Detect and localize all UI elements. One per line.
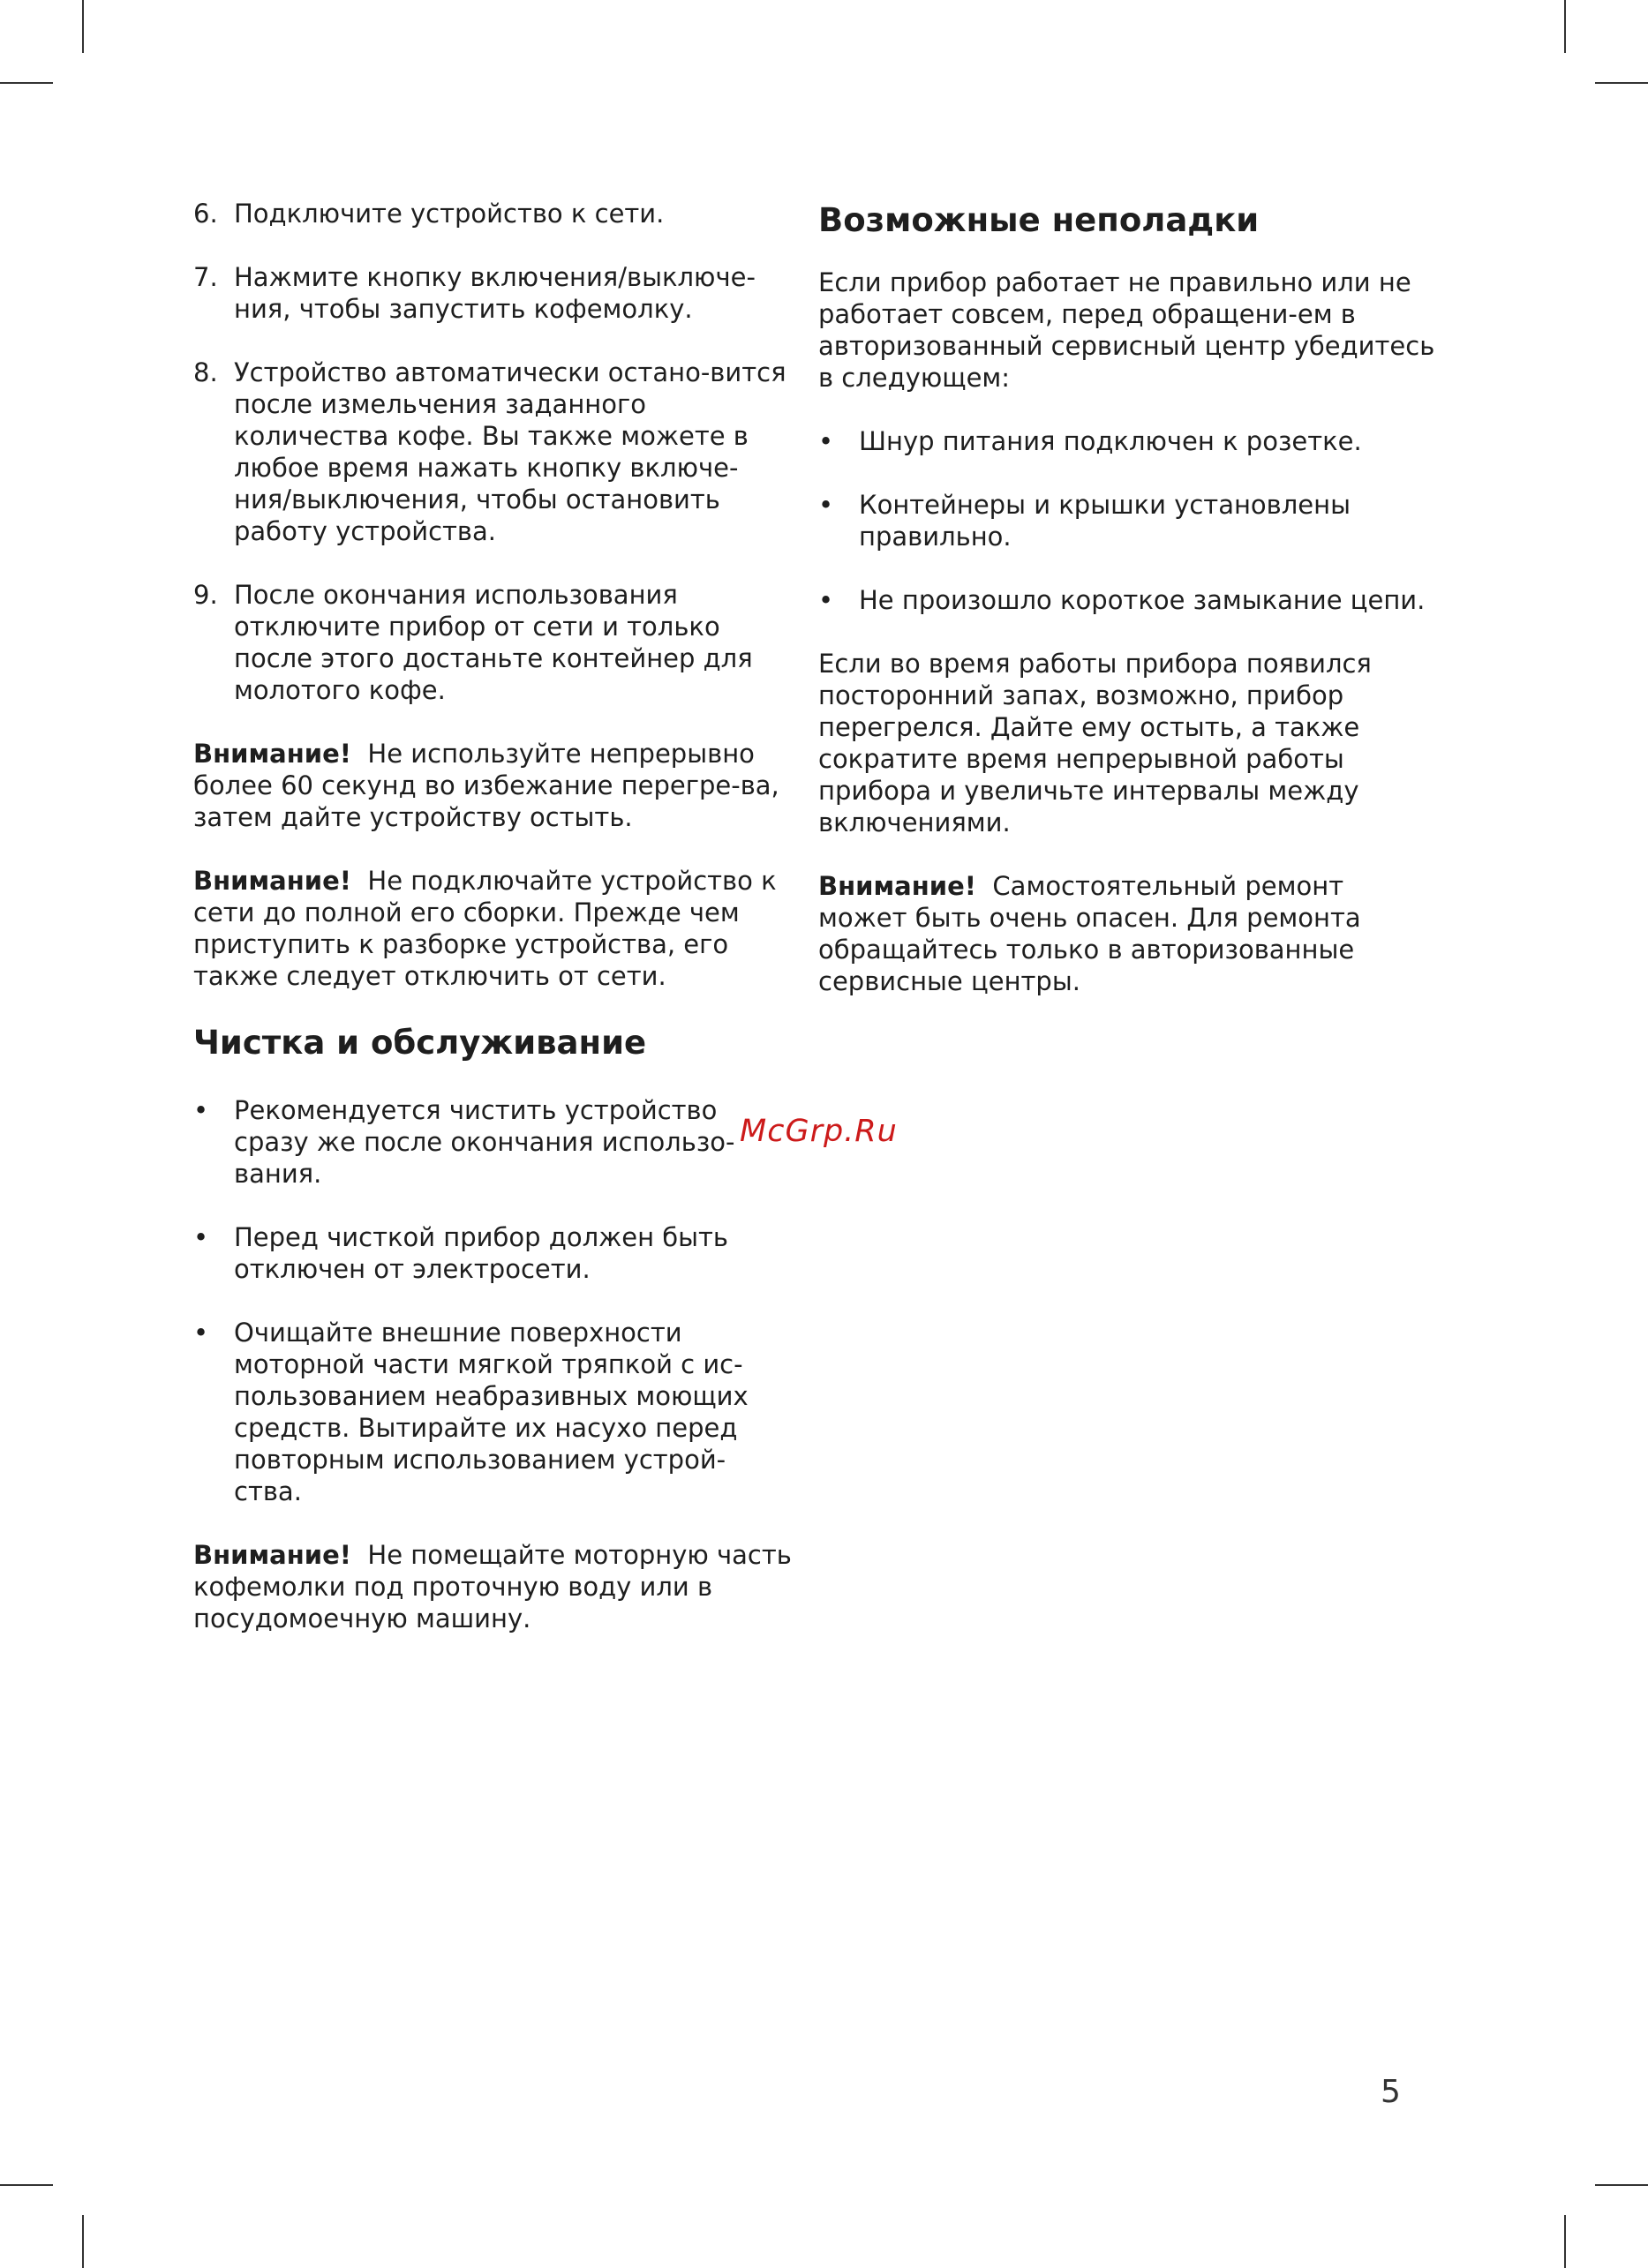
warning-text: Не подключайте устройство к сети до полной его сборки. Прежде чем приступить к разборке устройства, его также следует отключить от сети. — [193, 866, 777, 991]
crop-mark — [82, 0, 84, 53]
warning-label: Внимание! — [193, 1540, 351, 1570]
instruction-steps — [193, 198, 794, 706]
bullet-item: • Шнур питания подключен к розетке. — [818, 425, 1436, 457]
page-number: 5 — [1381, 2074, 1401, 2110]
step-number: 9. — [193, 580, 218, 610]
crop-mark — [0, 82, 53, 84]
crop-mark — [1595, 2184, 1648, 2186]
warning-text: Не помещайте моторную часть кофемолки под проточную воду или в посудомоечную машину. — [193, 1540, 792, 1633]
crop-mark — [1595, 82, 1648, 84]
left-column — [193, 198, 794, 1666]
crop-mark — [1564, 0, 1566, 53]
warning-paragraph — [193, 738, 794, 833]
step-number: 6. — [193, 199, 218, 229]
bullet-item: • Не произошло короткое замыкание цепи. — [818, 584, 1436, 616]
bullet-item: • Контейнеры и крышки установлены правильно. — [818, 489, 1436, 552]
troubleshooting-bullets — [818, 425, 1436, 616]
overheat-paragraph: Если во время работы прибора появился посторонний запах, возможно, прибор перегрелся. Дайте ему остыть, а также сократите время непрерывной работы прибора и увеличьте интервалы между включениями. — [818, 649, 1372, 837]
bullet-item: • Рекомендуется чистить устройство сразу же после окончания использо-вания. — [193, 1094, 794, 1190]
troubleshooting-heading: Возможные неполадки — [818, 201, 1260, 239]
cleaning-heading: Чистка и обслуживание — [193, 1024, 647, 1062]
watermark: McGrp.Ru — [740, 1114, 898, 1149]
warning-text: Самостоятельный ремонт может быть очень опасен. Для ремонта обращайтесь только в авторизованные сервисные центры. — [818, 871, 1361, 996]
warning-label: Внимание! — [193, 739, 351, 769]
step-item — [193, 198, 794, 229]
intro-paragraph: Если прибор работает не правильно или не работает совсем, перед обращени-ем в авторизованный сервисный центр убедитесь в следующем: — [818, 267, 1435, 393]
step-text: Устройство автоматически остано-вится после измельчения заданного количества кофе. Вы также можете в любое время нажать кнопку включе-ния/выключения, чтобы остановить работу устройства. — [234, 357, 786, 546]
right-column — [818, 201, 1436, 1029]
step-number: 8. — [193, 357, 218, 387]
step-text: После окончания использования отключите прибор от сети и только после этого достаньте контейнер для молотого кофе. — [234, 580, 753, 705]
warning-paragraph — [193, 1539, 794, 1634]
step-item — [193, 261, 794, 325]
warning-text: Не используйте непрерывно более 60 секунд во избежание перегре-ва, затем дайте устройству остыть. — [193, 739, 779, 832]
bullet-item: • Перед чисткой прибор должен быть отключен от электросети. — [193, 1221, 794, 1285]
bullet-item: • Очищайте внешние поверхности моторной части мягкой тряпкой с ис-пользованием неабразивных моющих средств. Вытирайте их насухо перед повторным использованием устрой-ства. — [193, 1317, 794, 1507]
step-item — [193, 579, 794, 706]
warning-paragraph — [193, 865, 794, 992]
crop-mark — [1564, 2215, 1566, 2268]
warning-label: Внимание! — [193, 866, 351, 896]
crop-mark — [0, 2184, 53, 2186]
step-text: Подключите устройство к сети. — [234, 199, 665, 229]
cleaning-bullets — [193, 1094, 794, 1507]
step-text: Нажмите кнопку включения/выключе-ния, чтобы запустить кофемолку. — [234, 262, 756, 324]
warning-paragraph — [818, 870, 1436, 997]
step-number: 7. — [193, 262, 218, 292]
warning-label: Внимание! — [818, 871, 976, 901]
crop-mark — [82, 2215, 84, 2268]
step-item — [193, 357, 794, 547]
